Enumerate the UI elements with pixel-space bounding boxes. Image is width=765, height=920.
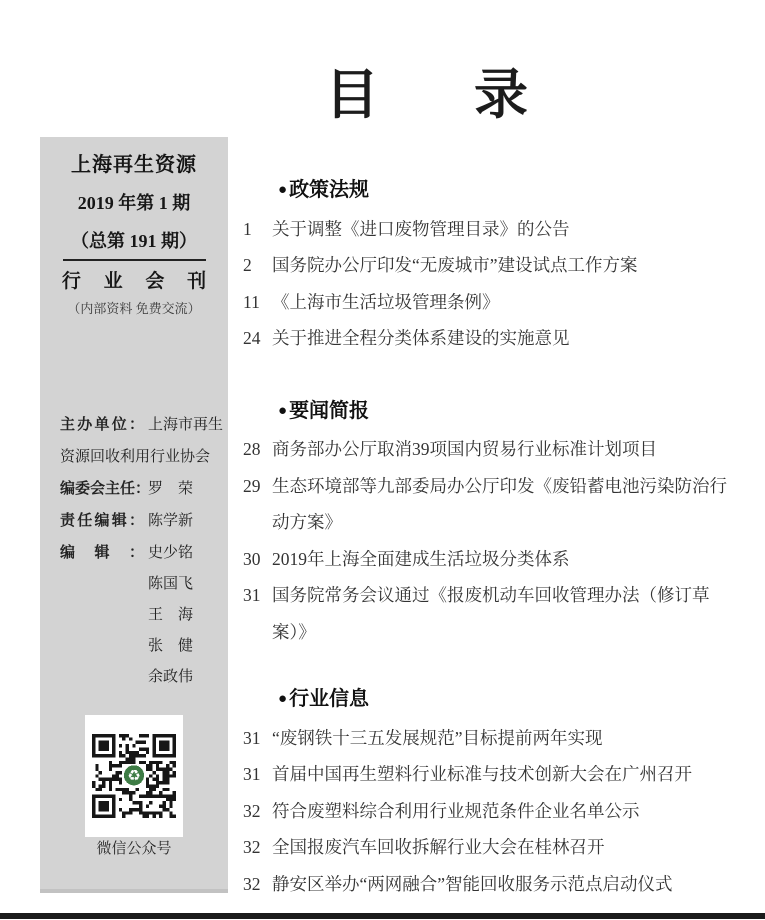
journal-info-sidebar [40, 137, 228, 893]
page-number: 31 [243, 727, 261, 748]
item-title: 关于调整《进口废物管理目录》的公告 [272, 218, 570, 239]
toc-item[interactable] [243, 431, 730, 468]
page-title-char: 目 [325, 65, 379, 125]
organizer-value: 上海市再生资源回收利用行业协会 [60, 417, 224, 465]
section-header [243, 393, 730, 432]
journal-type: 行 业 会 刊 [61, 271, 216, 292]
editor-name: 张 健 [148, 638, 194, 654]
item-title: 国务院常务会议通过《报废机动车回收管理办法（修订草案）》 [272, 585, 710, 642]
toc-item[interactable] [243, 468, 730, 541]
editor-row [60, 505, 224, 537]
svg-text:♻: ♻ [127, 768, 141, 785]
editor-name: 余政伟 [148, 669, 194, 685]
page-number: 31 [243, 585, 261, 605]
section-title: 政策法规 [289, 179, 370, 201]
bullet-icon: ● [278, 401, 288, 419]
page-number: 29 [243, 475, 261, 496]
bullet-icon: ● [278, 690, 288, 707]
page-title [325, 65, 528, 125]
toc-item[interactable] [243, 793, 730, 830]
toc-section [243, 681, 730, 902]
page-title-char: 录 [474, 65, 528, 125]
organizer-label: 主办单位： [60, 417, 144, 433]
toc-item[interactable] [243, 829, 730, 866]
qr-code-svg [92, 734, 176, 818]
page-number: 24 [243, 328, 261, 348]
toc-item[interactable] [243, 541, 730, 578]
editor-row-value: 罗 荣 [148, 481, 194, 497]
wechat-qr-code [85, 715, 183, 837]
toc-item[interactable] [243, 577, 730, 650]
item-title: 静安区举办“两网融合”智能回收服务示范点启动仪式 [272, 873, 673, 894]
editor-row-label: 编委会主任： [60, 481, 151, 497]
editor-row-value: 陈学新 [148, 513, 194, 529]
item-title: 《上海市生活垃圾管理条例》 [272, 291, 500, 312]
issue-line: 2019 年第 1 期 [77, 193, 191, 213]
toc-item[interactable] [243, 320, 730, 357]
editor-name: 陈国飞 [148, 576, 194, 592]
editor-row-label: 编辑： [60, 545, 144, 561]
toc-item[interactable] [243, 284, 730, 321]
journal-name: 上海再生资源 [71, 154, 197, 176]
toc [243, 172, 730, 902]
page-number: 28 [243, 439, 261, 459]
qr-caption: 微信公众号 [96, 841, 172, 857]
editorial-block [60, 409, 224, 693]
editor-row-value: 史少铭 [148, 545, 194, 561]
toc-section [243, 393, 730, 651]
bottom-rule [0, 913, 765, 919]
item-title: 商务部办公厅取消39项国内贸易行业标准计划项目 [272, 439, 657, 459]
item-title: 国务院办公厅印发“无废城市”建设试点工作方案 [272, 255, 638, 275]
item-title: 生态环境部等九部委局办公厅印发《废铅蓄电池污染防治行动方案》 [272, 475, 727, 532]
page-number: 2 [243, 255, 252, 275]
item-title: “废钢铁十三五发展规范”目标提前两年实现 [272, 727, 603, 748]
bullet-icon: ● [278, 181, 288, 198]
toc-section [243, 172, 730, 357]
page-number: 30 [243, 548, 261, 569]
masthead [40, 137, 228, 319]
toc-item[interactable] [243, 247, 730, 284]
page-number: 11 [243, 291, 260, 312]
editor-name: 王 海 [148, 607, 194, 623]
organizer-row [60, 409, 224, 473]
internal-note: （内部资料 免费交流） [67, 301, 201, 316]
toc-item[interactable] [243, 756, 730, 793]
section-title: 要闻简报 [289, 399, 370, 422]
total-issue-line: （总第 191 期） [71, 231, 197, 251]
masthead-divider [63, 259, 206, 261]
toc-item[interactable] [243, 211, 730, 248]
section-header [243, 681, 730, 720]
item-title: 关于推进全程分类体系建设的实施意见 [272, 328, 570, 348]
item-title: 全国报废汽车回收拆解行业大会在桂林召开 [272, 837, 605, 857]
editor-row [60, 537, 224, 569]
section-header [243, 172, 730, 211]
item-title: 符合废塑料综合利用行业规范条件企业名单公示 [272, 800, 640, 821]
page-number: 1 [243, 218, 252, 239]
editor-row-label: 责任编辑： [60, 513, 144, 529]
page-number: 32 [243, 837, 261, 857]
editor-row [60, 473, 224, 505]
toc-item[interactable] [243, 720, 730, 757]
page-number: 31 [243, 764, 261, 784]
toc-item[interactable] [243, 866, 730, 903]
item-title: 2019年上海全面建成生活垃圾分类体系 [272, 548, 570, 569]
page-number: 32 [243, 800, 261, 821]
section-title: 行业信息 [289, 688, 370, 710]
item-title: 首届中国再生塑料行业标准与技术创新大会在广州召开 [272, 764, 692, 784]
page-number: 32 [243, 873, 261, 894]
